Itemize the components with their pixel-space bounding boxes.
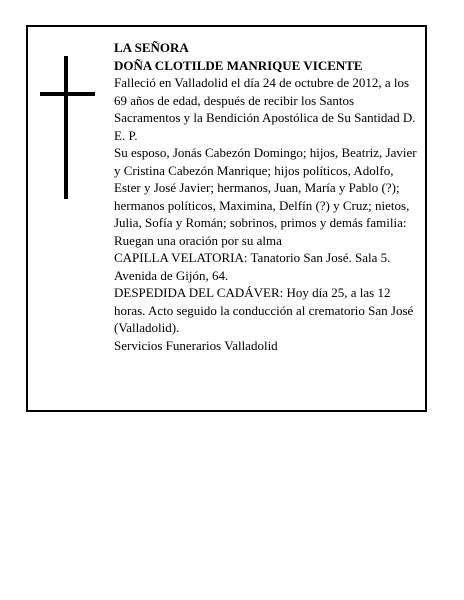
notice-text [114, 39, 419, 354]
cross-horizontal-bar [40, 92, 95, 96]
farewell-info: DESPEDIDA DEL CADÁVER: Hoy día 25, a las 12 horas. Acto seguido la conducción al crematorio San José (Valladolid). [114, 285, 414, 335]
death-info: Falleció en Valladolid el día 24 de octubre de 2012, a los 69 años de edad, después de recibir los Santos Sacramentos y la Bendición Apostólica de Su Santidad D. E. P. [114, 75, 416, 143]
cross-vertical-bar [64, 56, 68, 199]
obituary-notice [26, 25, 427, 412]
chapel-info: CAPILLA VELATORIA: Tanatorio San José. Sala 5. Avenida de Gijón, 64. [114, 250, 391, 283]
cross-icon [40, 56, 95, 199]
funeral-services: Servicios Funerarios Valladolid [114, 337, 278, 353]
deceased-name: DOÑA CLOTILDE MANRIQUE VICENTE [114, 57, 363, 73]
notice-title: LA SEÑORA [114, 40, 189, 55]
prayer-request: Ruegan una oración por su alma [114, 232, 282, 248]
family-list: Su esposo, Jonás Cabezón Domingo; hijos, Beatriz, Javier y Cristina Cabezón Manrique; hijos políticos, Adolfo, Ester y José Javier; hermanos, Juan, María y Pablo (?); hermanos políticos, Maximina, Delfín (?) y Cruz; nietos, Julia, Sofía y Román; sobrinos, primos y demás familia: [114, 145, 417, 230]
